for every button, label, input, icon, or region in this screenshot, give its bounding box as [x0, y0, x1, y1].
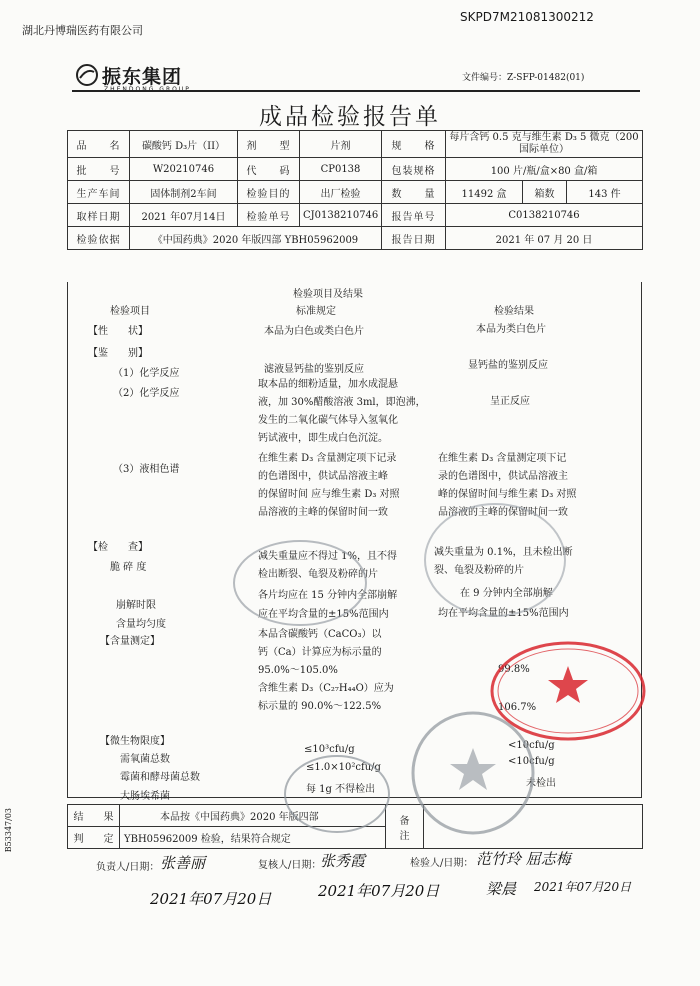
side-code: B53347/03 [4, 808, 13, 853]
company-name-top: 湖北丹博瑞医药有限公司 [22, 24, 143, 37]
col-header-item: 检验项目 [110, 306, 150, 317]
label-dosage-form: 剂 型 [238, 131, 300, 158]
inspector-signatures: 范竹玲 屈志梅 [476, 850, 571, 868]
label-sampling-date: 取样日期 [68, 204, 130, 227]
res-friability: 减失重量为 0.1%，且未检出断 裂、龟裂及粉碎的片 [434, 547, 573, 576]
value-quantity: 11492 盒 [446, 181, 523, 204]
label-code: 代 码 [238, 158, 300, 181]
std-assay: 本品含碳酸钙（CaCO₃）以 钙（Ca）计算应为标示量的 95.0%～105.0% 含维生素 D₃（C₂₇H₄₄O）应为 标示量的 90.0%～122.5% [258, 629, 394, 712]
remark-label: 备 注 [386, 805, 424, 849]
leader-label: 负责人/日期： [96, 862, 160, 873]
res-disintegration: 在 9 分钟内全部崩解 [460, 588, 553, 599]
item-mold-yeast: 霉菌和酵母菌总数 [120, 772, 200, 783]
item-ecoli: 大肠埃希菌 [120, 791, 170, 802]
std-friability: 减失重量应不得过 1%，且不得 检出断裂、龟裂及粉碎的片 [258, 551, 398, 580]
item-appearance: 【性 状】 [88, 326, 148, 337]
value-test-no: CJ0138210746 [300, 204, 382, 227]
brand-name: 振东集团 [102, 66, 183, 88]
res-hplc: 在维生素 D₃ 含量测定项下记 录的色谱图中，供试品溶液主 峰的保留时间与维生素 D₃ 对照 品溶液的主峰的保留时间一致 [438, 453, 577, 518]
label-batch: 批 号 [68, 158, 130, 181]
std-chem2: 取本品的细粉适量，加水成混悬 液，加 30%醋酸溶液 3ml，即泡沸， 发生的二氧化碳气体导入氢氧化 钙试液中，即生成白色沉淀。 [258, 379, 426, 444]
item-disintegration: 崩解时限 [116, 600, 156, 611]
info-row-batch [68, 158, 643, 181]
value-workshop: 固体制剂2车间 [130, 181, 238, 204]
conclusion-text-bottom: YBH05962009 检验，结果符合规定 [120, 827, 386, 849]
std-hplc: 在维生素 D₃ 含量测定项下记录 的色谱图中，供试品溶液主峰 的保留时间 应与维生素 D₃ 对照 品溶液的主峰的保留时间一致 [258, 453, 400, 518]
reviewer-date: 2021年07月20日 [318, 882, 440, 900]
reviewer-label: 复核人/日期： [258, 860, 322, 871]
item-identification: 【鉴 别】 [88, 348, 148, 359]
label-cases: 箱数 [523, 181, 567, 204]
res-chem2: 呈正反应 [490, 396, 530, 407]
value-package: 100 片/瓶/盒×80 盒/箱 [446, 158, 643, 181]
document-code: SKPD7M21081300212 [460, 10, 594, 24]
item-checks: 【检 查】 [88, 542, 148, 553]
value-specification: 每片含钙 0.5 克与维生素 D₃ 5 微克（200 国际单位） [446, 131, 643, 158]
std-appearance: 本品为白色或类白色片 [264, 326, 364, 337]
label-report-date: 报告日期 [382, 227, 446, 250]
value-cases: 143 件 [567, 181, 643, 204]
res-mold-yeast: <10cfu/g [508, 756, 555, 767]
value-report-no: C0138210746 [446, 204, 643, 227]
res-assay-calcium: 99.8% [498, 664, 530, 675]
label-product-name: 品 名 [68, 131, 130, 158]
item-aerobic: 需氧菌总数 [120, 754, 170, 765]
results-section-title: 检验项目及结果 [293, 289, 363, 300]
gray-stamp-2-icon [420, 500, 570, 620]
col-header-result: 检验结果 [494, 306, 534, 317]
std-mold-yeast: ≤1.0×10²cfu/g [306, 762, 381, 773]
value-sampling-date: 2021 年07月14日 [130, 204, 238, 227]
res-aerobic: <10cfu/g [508, 740, 555, 751]
col-header-standard: 标准规定 [296, 306, 336, 317]
file-number: 文件编号：Z-SFP-01482(01) [462, 73, 585, 83]
res-assay-vitd3: 106.7% [498, 702, 537, 713]
value-product-name: 碳酸钙 D₃片（II） [130, 131, 238, 158]
std-content-uniformity: 应在平均含量的±15%范围内 [258, 609, 389, 620]
conclusion-text-top: 本品按《中国药典》2020 年版四部 [120, 805, 386, 827]
gray-round-stamp-icon [408, 708, 538, 838]
label-workshop: 生产车间 [68, 181, 130, 204]
value-basis: 《中国药典》2020 年版四部 YBH05962009 [130, 227, 382, 250]
std-disintegration: 各片均应在 15 分钟内全部崩解 [258, 590, 398, 601]
reviewer-signature: 张秀霞 [320, 852, 366, 870]
conclusion-label-bottom: 判 定 [68, 827, 120, 849]
conclusion-label-top: 结 果 [68, 805, 120, 827]
label-specification: 规 格 [382, 131, 446, 158]
leader-date: 2021年07月20日 [150, 890, 272, 908]
item-hplc: （3）液相色谱 [113, 464, 180, 475]
item-chem2: （2）化学反应 [113, 388, 180, 399]
value-report-date: 2021 年 07 月 20 日 [446, 227, 643, 250]
value-batch: W20210746 [130, 158, 238, 181]
inspector-signature-2: 梁晨 [486, 880, 517, 898]
item-content-uniformity: 含量均匀度 [116, 619, 166, 630]
inspector-date: 2021年07月20日 [534, 880, 632, 894]
value-purpose: 出厂检验 [300, 181, 382, 204]
info-row-sampling [68, 204, 643, 227]
leader-signature: 张善丽 [160, 854, 206, 872]
item-friability: 脆 碎 度 [110, 562, 147, 573]
label-package: 包装规格 [382, 158, 446, 181]
info-row-name [68, 131, 643, 158]
header-divider [72, 90, 640, 92]
label-quantity: 数 量 [382, 181, 446, 204]
label-test-no: 检验单号 [238, 204, 300, 227]
res-chem1: 显钙盐的鉴别反应 [468, 360, 548, 371]
label-report-no: 报告单号 [382, 204, 446, 227]
gray-stamp-1-icon [230, 538, 370, 628]
value-dosage-form: 片剂 [300, 131, 382, 158]
info-row-workshop [68, 181, 643, 204]
res-ecoli: 未检出 [526, 778, 556, 789]
info-table [67, 130, 643, 250]
gray-oval-stamp-icon [282, 752, 392, 836]
std-aerobic: ≤10³cfu/g [304, 744, 355, 755]
label-purpose: 检验目的 [238, 181, 300, 204]
logo-mark-icon [76, 64, 98, 86]
std-ecoli: 每 1g 不得检出 [306, 784, 376, 795]
res-appearance: 本品为类白色片 [476, 324, 546, 335]
report-title: 成品检验报告单 [259, 104, 441, 130]
std-chem1: 滤液显钙盐的鉴别反应 [264, 364, 364, 375]
info-row-basis [68, 227, 643, 250]
inspector-label: 检验人/日期： [410, 858, 474, 869]
item-chem1: （1）化学反应 [113, 368, 180, 379]
value-code: CP0138 [300, 158, 382, 181]
item-microbial: 【微生物限度】 [100, 736, 170, 747]
res-content-uniformity: 均在平均含量的±15%范围内 [438, 608, 569, 619]
item-assay: 【含量测定】 [100, 636, 160, 647]
label-basis: 检验依据 [68, 227, 130, 250]
